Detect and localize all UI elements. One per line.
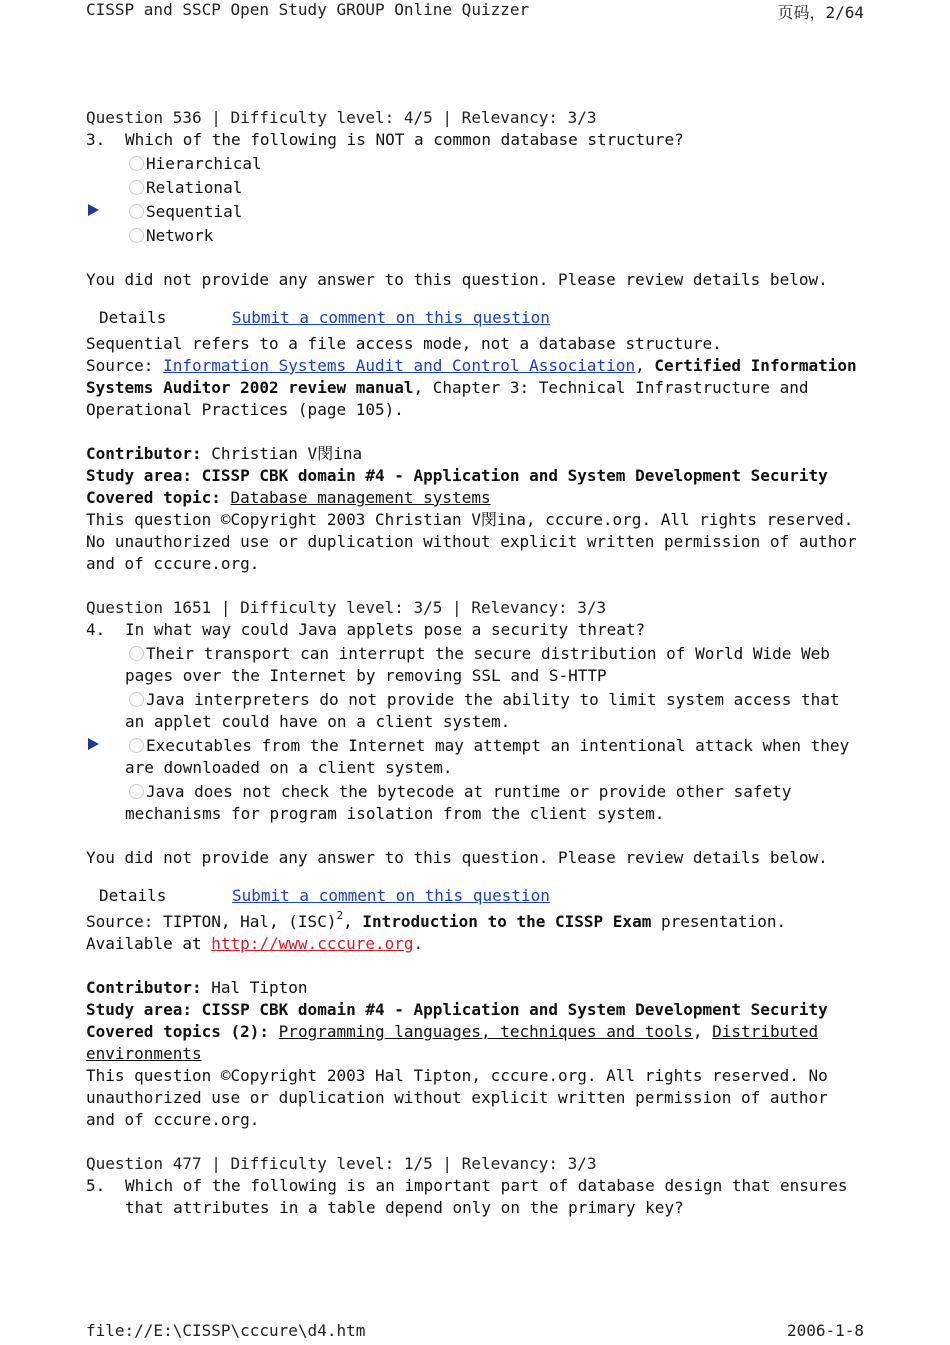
topic-link[interactable]: Database management systems: [230, 488, 491, 507]
page-footer: [86, 1321, 864, 1340]
radio-button[interactable]: [129, 204, 144, 219]
radio-button[interactable]: [129, 156, 144, 171]
source-separator: ,: [635, 356, 655, 375]
question-number: 3.: [86, 130, 106, 149]
header-page-number: 页码，2/64: [777, 3, 864, 22]
question-text: Which of the following is NOT a common database structure?: [125, 130, 684, 149]
source-link[interactable]: Information Systems Audit and Control Association: [163, 356, 636, 375]
contributor: [86, 977, 866, 999]
answer-options: [125, 153, 866, 247]
available-end: .: [413, 934, 424, 953]
contributor-name: Hal Tipton: [201, 978, 308, 997]
question-text: In what way could Java applets pose a security threat?: [125, 620, 646, 639]
covered-topic: [86, 487, 866, 509]
source-title: Introduction to the CISSP Exam: [362, 912, 652, 931]
study-area: Study area: CISSP CBK domain #4 - Application and System Development Security: [86, 1000, 828, 1019]
option-label: Relational: [146, 178, 243, 197]
radio-button[interactable]: [129, 646, 144, 661]
answer-option[interactable]: [125, 177, 866, 199]
quiz-content: [86, 107, 866, 1219]
source-separator: ,: [343, 912, 363, 931]
source-prefix: Source:: [86, 356, 164, 375]
answer-option[interactable]: [125, 225, 866, 247]
source-prefix: Source: TIPTON, Hal, (ISC): [86, 912, 337, 931]
radio-button[interactable]: [129, 784, 144, 799]
available-at: [86, 933, 866, 955]
source: [86, 911, 866, 933]
question-line: [86, 1175, 866, 1219]
answer-options: [125, 643, 866, 825]
radio-button[interactable]: [129, 180, 144, 195]
answer-option[interactable]: [125, 201, 866, 223]
source: [86, 355, 866, 421]
covered-topics: [86, 1021, 866, 1065]
question-477: [86, 1153, 866, 1219]
copyright: This question ©Copyright 2003 Christian V閔ina, cccure.org. All rights reserved. No unauthorized use or duplication without explicit written permission of author and of cccure.org.: [86, 510, 857, 573]
question-meta: Question 536 | Difficulty level: 4/5 | Relevancy: 3/3: [86, 108, 597, 127]
option-label: Network: [146, 226, 214, 245]
contributor-label: Contributor:: [86, 978, 202, 997]
source-rest: , Chapter 3: Technical Infrastructure and Operational Practices (page 105).: [86, 378, 809, 419]
header-title: CISSP and SSCP Open Study GROUP Online Quizzer: [86, 0, 530, 19]
details-row: [86, 307, 866, 329]
contributor-label: Contributor:: [86, 444, 202, 463]
correct-answer-arrow-icon: [88, 738, 99, 750]
question-line: [86, 619, 866, 641]
answer-option[interactable]: [125, 781, 866, 825]
topic-label: Covered topics (2):: [86, 1022, 270, 1041]
topic-label: Covered topic:: [86, 488, 221, 507]
question-536: [86, 107, 866, 575]
option-label: Hierarchical: [146, 154, 262, 173]
option-label: Java interpreters do not provide the ability to limit system access that an applet could have on a client system.: [125, 690, 840, 731]
page-header: [86, 0, 864, 23]
question-line: [86, 129, 866, 151]
contributor-name: Christian V閔ina: [201, 444, 363, 463]
details-label: Details: [99, 308, 167, 327]
footer-file-path: file://E:\CISSP\cccure\d4.htm: [86, 1321, 366, 1340]
explanation: Sequential refers to a file access mode, not a database structure.: [86, 334, 722, 353]
option-label: Executables from the Internet may attempt an intentional attack when they are downloaded on a client system.: [125, 736, 850, 777]
question-number: 5.: [86, 1176, 106, 1195]
question-text: Which of the following is an important part of database design that ensures that attributes in a table depend only on the primary key?: [125, 1176, 848, 1217]
answer-option[interactable]: [125, 643, 866, 687]
copyright: This question ©Copyright 2003 Hal Tipton, cccure.org. All rights reserved. No unauthorized use or duplication without explicit written permission of author and of cccure.org.: [86, 1066, 828, 1129]
source-superscript: 2: [336, 909, 344, 922]
question-meta: Question 477 | Difficulty level: 1/5 | Relevancy: 3/3: [86, 1154, 597, 1173]
contributor: [86, 443, 866, 465]
answer-option[interactable]: [125, 735, 866, 779]
radio-button[interactable]: [129, 228, 144, 243]
radio-button[interactable]: [129, 692, 144, 707]
footer-date: 2006-1-8: [786, 1321, 864, 1340]
source-rest: presentation.: [651, 912, 787, 931]
no-answer-notice: You did not provide any answer to this question. Please review details below.: [86, 270, 828, 289]
question-number: 4.: [86, 620, 106, 639]
radio-button[interactable]: [129, 738, 144, 753]
question-1651: [86, 597, 866, 1131]
no-answer-notice: You did not provide any answer to this question. Please review details below.: [86, 848, 828, 867]
topic-link[interactable]: Distributed environments: [86, 1022, 819, 1063]
study-area: Study area: CISSP CBK domain #4 - Application and System Development Security: [86, 466, 828, 485]
question-meta: Question 1651 | Difficulty level: 3/5 | Relevancy: 3/3: [86, 598, 607, 617]
submit-comment-link[interactable]: Submit a comment on this question: [232, 886, 550, 905]
available-prefix: Available at: [86, 934, 212, 953]
source-title: Certified Information Systems Auditor 2002 review manual: [86, 356, 857, 397]
answer-option[interactable]: [125, 153, 866, 175]
topic-separator: ,: [692, 1022, 713, 1041]
cccure-link[interactable]: http://www.cccure.org: [211, 934, 414, 953]
topic-link[interactable]: Programming languages, techniques and tools: [278, 1022, 693, 1041]
option-label: Their transport can interrupt the secure distribution of World Wide Web pages over the Internet by removing SSL and S-HTTP: [125, 644, 830, 685]
option-label: Java does not check the bytecode at runtime or provide other safety mechanisms for program isolation from the client system.: [125, 782, 792, 823]
correct-answer-arrow-icon: [88, 204, 99, 216]
answer-option[interactable]: [125, 689, 866, 733]
details-label: Details: [99, 886, 167, 905]
submit-comment-link[interactable]: Submit a comment on this question: [232, 308, 550, 327]
details-row: [86, 885, 866, 907]
option-label: Sequential: [146, 202, 243, 221]
